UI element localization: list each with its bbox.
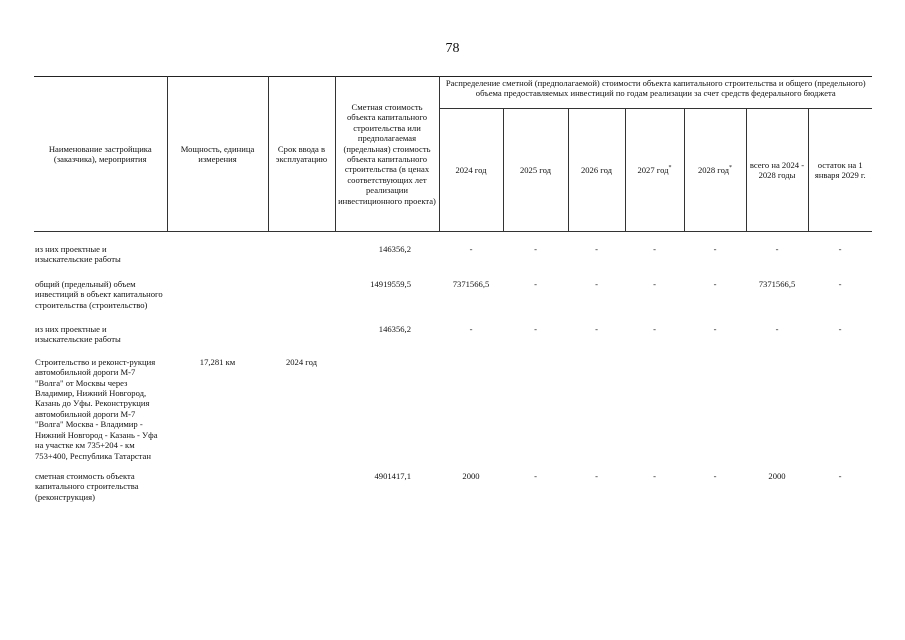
row-year-value (625, 357, 684, 461)
row-year-value: - (653, 470, 656, 481)
row-total: 2000 (768, 470, 786, 481)
row-year-value: 7371566,5 (452, 278, 490, 289)
page-number: 78 (445, 41, 460, 56)
row-spacer (34, 310, 872, 324)
header-distribution: Распределение сметной (предполагаемой) стоимости объекта капитального строительства и общего (предельного) объема предоставляемых инвестиций по годам реализации за счет средств федерального бюджета (439, 77, 872, 109)
row-total: - (775, 244, 779, 254)
row-name: общий (предельный) объем инвестиций в объект капитального строительства (строительство) (35, 278, 163, 310)
row-year-value: - (534, 278, 537, 289)
row-name: Строительство и реконст-рукция автомобильной дороги М-7 "Волга" от Москвы через Владимир, Нижний Новгород, Казань до Уфы. Реконструкция автомобильной дороги М-7 "Волга" Москва - Владимир - Нижний Новгород - Казань - Уфа на участке км 735+204 - км 753+400, Республика Татарстан (35, 356, 158, 461)
row-year-value: - (534, 470, 537, 481)
row-remainder (808, 357, 872, 461)
row-year-value (684, 357, 746, 461)
header-year-2024: 2024 год (439, 109, 503, 232)
row-estimated-cost: 146356,2 (378, 244, 411, 254)
header-year-2025: 2025 год (503, 109, 568, 232)
table-row (34, 471, 872, 502)
row-commission (268, 471, 335, 502)
header-estimated-cost: Сметная стоимость объекта капитального строительства или предполагаемая (предельная) стоимость объекта капитального строительства (в ценах соответствующих лет реализации инвестиционного проекта) (335, 77, 439, 232)
header-name: Наименование застройщика (заказчика), мероприятия (34, 77, 167, 232)
row-estimated-cost: 4901417,1 (374, 470, 411, 481)
row-year-value: - (534, 244, 537, 254)
investment-table (34, 76, 872, 502)
row-total: - (775, 324, 779, 335)
row-year-value: - (534, 324, 537, 335)
table-body (34, 232, 872, 503)
table-row (34, 324, 872, 345)
row-year-value: 2000 (462, 470, 480, 481)
header-year-2027: 2027 год* (625, 109, 684, 232)
row-capacity: 17,281 км (199, 356, 236, 367)
header-year-2026: 2026 год (568, 109, 625, 232)
header-total: всего на 2024 - 2028 годы (746, 109, 808, 232)
row-year-value: - (469, 324, 473, 335)
table-row (34, 244, 872, 265)
header-remainder: остаток на 1 января 2029 г. (808, 109, 872, 232)
row-commission (268, 324, 335, 345)
row-year-value: - (595, 244, 598, 254)
row-year-value: - (713, 278, 717, 289)
row-year-value (503, 357, 568, 461)
table-row (34, 279, 872, 310)
row-estimated-cost: 146356,2 (378, 324, 411, 335)
row-year-value: - (595, 278, 598, 289)
row-commission (268, 244, 335, 265)
row-year-value (568, 357, 625, 461)
row-capacity (167, 471, 268, 502)
row-year-value: - (653, 324, 656, 335)
header-capacity: Мощность, единица измерения (167, 77, 268, 232)
row-spacer (34, 345, 872, 357)
row-remainder: - (838, 244, 842, 254)
row-year-value: - (653, 244, 656, 254)
row-remainder: - (838, 470, 842, 481)
row-remainder: - (838, 324, 842, 335)
row-spacer (34, 232, 872, 245)
row-total (746, 357, 808, 461)
row-year-value: - (713, 470, 717, 481)
row-year-value: - (595, 470, 598, 481)
row-spacer (34, 461, 872, 471)
header-commission: Срок ввода в эксплуатацию (268, 77, 335, 232)
row-commission (268, 279, 335, 310)
row-year-value: - (469, 244, 473, 254)
row-remainder: - (838, 278, 842, 289)
row-spacer (34, 265, 872, 279)
row-estimated-cost (335, 357, 439, 461)
row-year-value: - (713, 324, 717, 335)
row-capacity (167, 324, 268, 345)
row-capacity (167, 279, 268, 310)
row-year-value: - (595, 324, 598, 335)
row-commission: 2024 год (285, 356, 318, 367)
row-year-value (439, 357, 503, 461)
table-row (34, 357, 872, 461)
row-total: 7371566,5 (758, 278, 796, 289)
row-year-value: - (653, 278, 656, 289)
row-year-value: - (713, 244, 717, 254)
row-capacity (167, 244, 268, 265)
header-year-2028: 2028 год* (684, 109, 746, 232)
row-name: из них проектные и изыскательские работы (35, 244, 121, 265)
row-estimated-cost: 14919559,5 (370, 278, 411, 289)
row-name: сметная стоимость объекта капитального строительства (реконструкция) (35, 470, 139, 502)
row-name: из них проектные и изыскательские работы (35, 324, 121, 345)
